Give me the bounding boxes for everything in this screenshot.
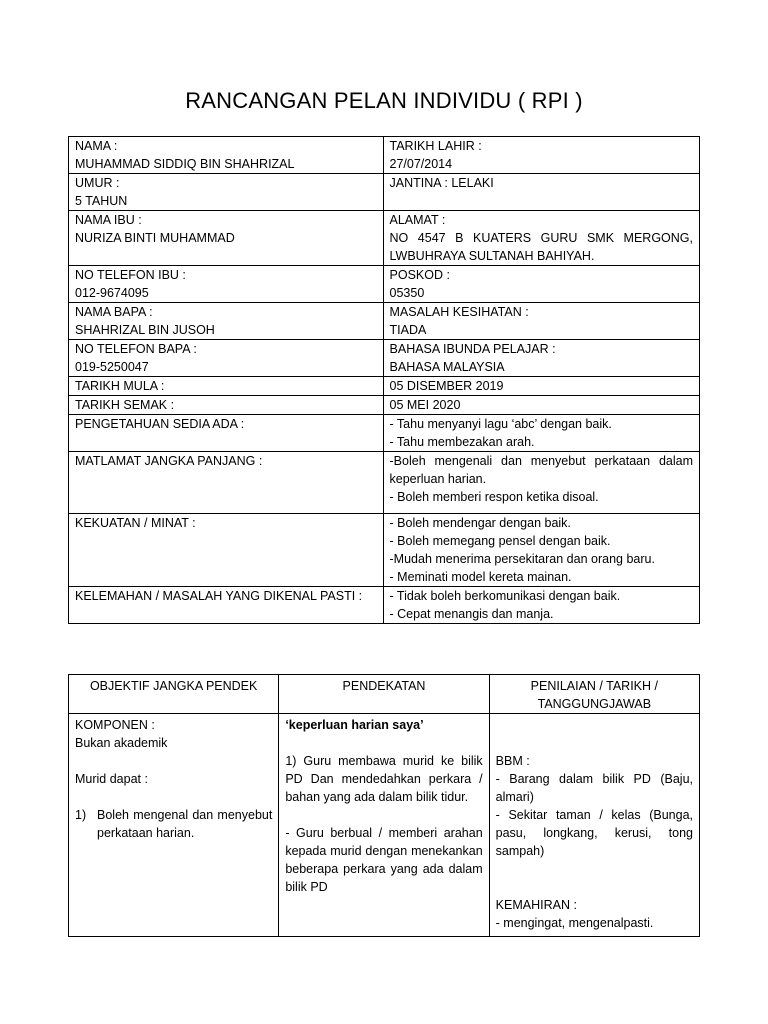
dob-cell xyxy=(383,137,699,174)
field-value: MUHAMMAD SIDDIQ BIN SHAHRIZAL xyxy=(75,157,295,171)
list-item: - Tahu membezakan arah. xyxy=(389,435,535,449)
list-item: - Barang dalam bilik PD (Baju, almari) xyxy=(495,772,693,804)
field-value: 05350 xyxy=(389,286,425,300)
strengths-value xyxy=(383,514,699,587)
long-term-goal-label: MATLAMAT JANGKA PANJANG : xyxy=(69,452,384,514)
field-label: NAMA : xyxy=(75,139,118,153)
component-label: KOMPONEN : xyxy=(75,718,155,732)
list-item: - Tidak boleh berkomunikasi dengan baik. xyxy=(389,589,621,603)
skills-label: KEMAHIRAN : xyxy=(495,898,577,912)
field-label: ALAMAT : xyxy=(389,213,446,227)
prior-knowledge-label: PENGETAHUAN SEDIA ADA : xyxy=(69,415,384,452)
father-phone-cell xyxy=(69,340,384,377)
field-value: JANTINA : LELAKI xyxy=(389,176,494,190)
gender-cell xyxy=(383,174,699,211)
field-value: 019-5250047 xyxy=(75,360,149,374)
list-item: -Mudah menerima persekitaran dan orang baru. xyxy=(389,552,655,566)
table-row xyxy=(69,340,700,377)
language-cell xyxy=(383,340,699,377)
table-row xyxy=(69,514,700,587)
field-value: BAHASA MALAYSIA xyxy=(389,360,505,374)
field-label: NAMA IBU : xyxy=(75,213,142,227)
student-info-table xyxy=(68,136,700,624)
field-value: TIADA xyxy=(389,323,427,337)
name-cell xyxy=(69,137,384,174)
field-label: POSKOD : xyxy=(389,268,450,282)
field-value: SHAHRIZAL BIN JUSOH xyxy=(75,323,215,337)
postcode-cell xyxy=(383,266,699,303)
table-row xyxy=(69,266,700,303)
health-cell xyxy=(383,303,699,340)
table-row xyxy=(69,714,700,937)
field-label: BAHASA IBUNDA PELAJAR : xyxy=(389,342,556,356)
column-header: PENDEKATAN xyxy=(279,675,489,714)
table-row xyxy=(69,587,700,624)
approach-title: ‘keperluan harian saya’ xyxy=(285,718,424,732)
table-row xyxy=(69,452,700,514)
list-item: - Meminati model kereta mainan. xyxy=(389,570,572,584)
table-row xyxy=(69,211,700,266)
list-item: -Boleh mengenali dan menyebut perkataan dalam keperluan harian. xyxy=(389,454,693,486)
list-item: - Boleh mendengar dengan baik. xyxy=(389,516,571,530)
header-row xyxy=(69,675,700,714)
mother-phone-cell xyxy=(69,266,384,303)
objective-number: 1) xyxy=(75,808,87,822)
table-row xyxy=(69,174,700,211)
review-date-value: 05 MEI 2020 xyxy=(383,396,699,415)
father-name-cell xyxy=(69,303,384,340)
materials-label: BBM : xyxy=(495,754,530,768)
age-cell xyxy=(69,174,384,211)
field-label: TARIKH LAHIR : xyxy=(389,139,482,153)
list-item: - Sekitar taman / kelas (Bunga, pasu, longkang, kerusi, tong sampah) xyxy=(495,808,693,858)
plan-table xyxy=(68,674,700,937)
field-value: NURIZA BINTI MUHAMMAD xyxy=(75,231,235,245)
approach-step: 1) Guru membawa murid ke bilik PD Dan mendedahkan perkara / bahan yang ada dalam bilik tidur. xyxy=(285,754,483,804)
field-value: 5 TAHUN xyxy=(75,194,128,208)
start-date-value: 05 DISEMBER 2019 xyxy=(383,377,699,396)
list-item: - Cepat menangis dan manja. xyxy=(389,607,554,621)
objective-text: Boleh mengenal dan menyebut perkataan harian. xyxy=(97,808,273,840)
field-label: NO TELEFON IBU : xyxy=(75,268,186,282)
list-item: - mengingat, mengenalpasti. xyxy=(495,916,654,930)
weaknesses-label: KELEMAHAN / MASALAH YANG DIKENAL PASTI : xyxy=(69,587,384,624)
prior-knowledge-value xyxy=(383,415,699,452)
column-header: PENILAIAN / TARIKH / TANGGUNGJAWAB xyxy=(489,675,699,714)
approach-step: - Guru berbual / memberi arahan kepada murid dengan menekankan beberapa perkara yang ada dalam bilik PD xyxy=(285,826,483,894)
strengths-label: KEKUATAN / MINAT : xyxy=(69,514,384,587)
objective-item xyxy=(75,806,272,842)
address-cell xyxy=(383,211,699,266)
weaknesses-value xyxy=(383,587,699,624)
component-value: Bukan akademik xyxy=(75,736,168,750)
column-header: OBJEKTIF JANGKA PENDEK xyxy=(69,675,279,714)
field-value: 27/07/2014 xyxy=(389,157,453,171)
list-item: - Boleh memegang pensel dengan baik. xyxy=(389,534,611,548)
start-date-label: TARIKH MULA : xyxy=(69,377,384,396)
list-item: - Tahu menyanyi lagu ‘abc’ dengan baik. xyxy=(389,417,612,431)
field-label: UMUR : xyxy=(75,176,120,190)
list-item: - Boleh memberi respon ketika disoal. xyxy=(389,490,599,504)
table-row xyxy=(69,303,700,340)
field-value: NO 4547 B KUATERS GURU SMK MERGONG, LWBUHRAYA SULTANAH BAHIYAH. xyxy=(389,231,693,263)
field-label: NO TELEFON BAPA : xyxy=(75,342,197,356)
assessment-cell xyxy=(489,714,699,937)
field-value: 012-9674095 xyxy=(75,286,149,300)
field-label: NAMA BAPA : xyxy=(75,305,153,319)
objective-cell xyxy=(69,714,279,937)
table-row xyxy=(69,137,700,174)
table-row xyxy=(69,396,700,415)
long-term-goal-value xyxy=(383,452,699,514)
page-title: RANCANGAN PELAN INDIVIDU ( RPI ) xyxy=(185,88,583,113)
table-row xyxy=(69,415,700,452)
mother-name-cell xyxy=(69,211,384,266)
field-label: MASALAH KESIHATAN : xyxy=(389,305,529,319)
approach-cell xyxy=(279,714,489,937)
table-row xyxy=(69,377,700,396)
students-can-label: Murid dapat : xyxy=(75,772,148,786)
review-date-label: TARIKH SEMAK : xyxy=(69,396,384,415)
